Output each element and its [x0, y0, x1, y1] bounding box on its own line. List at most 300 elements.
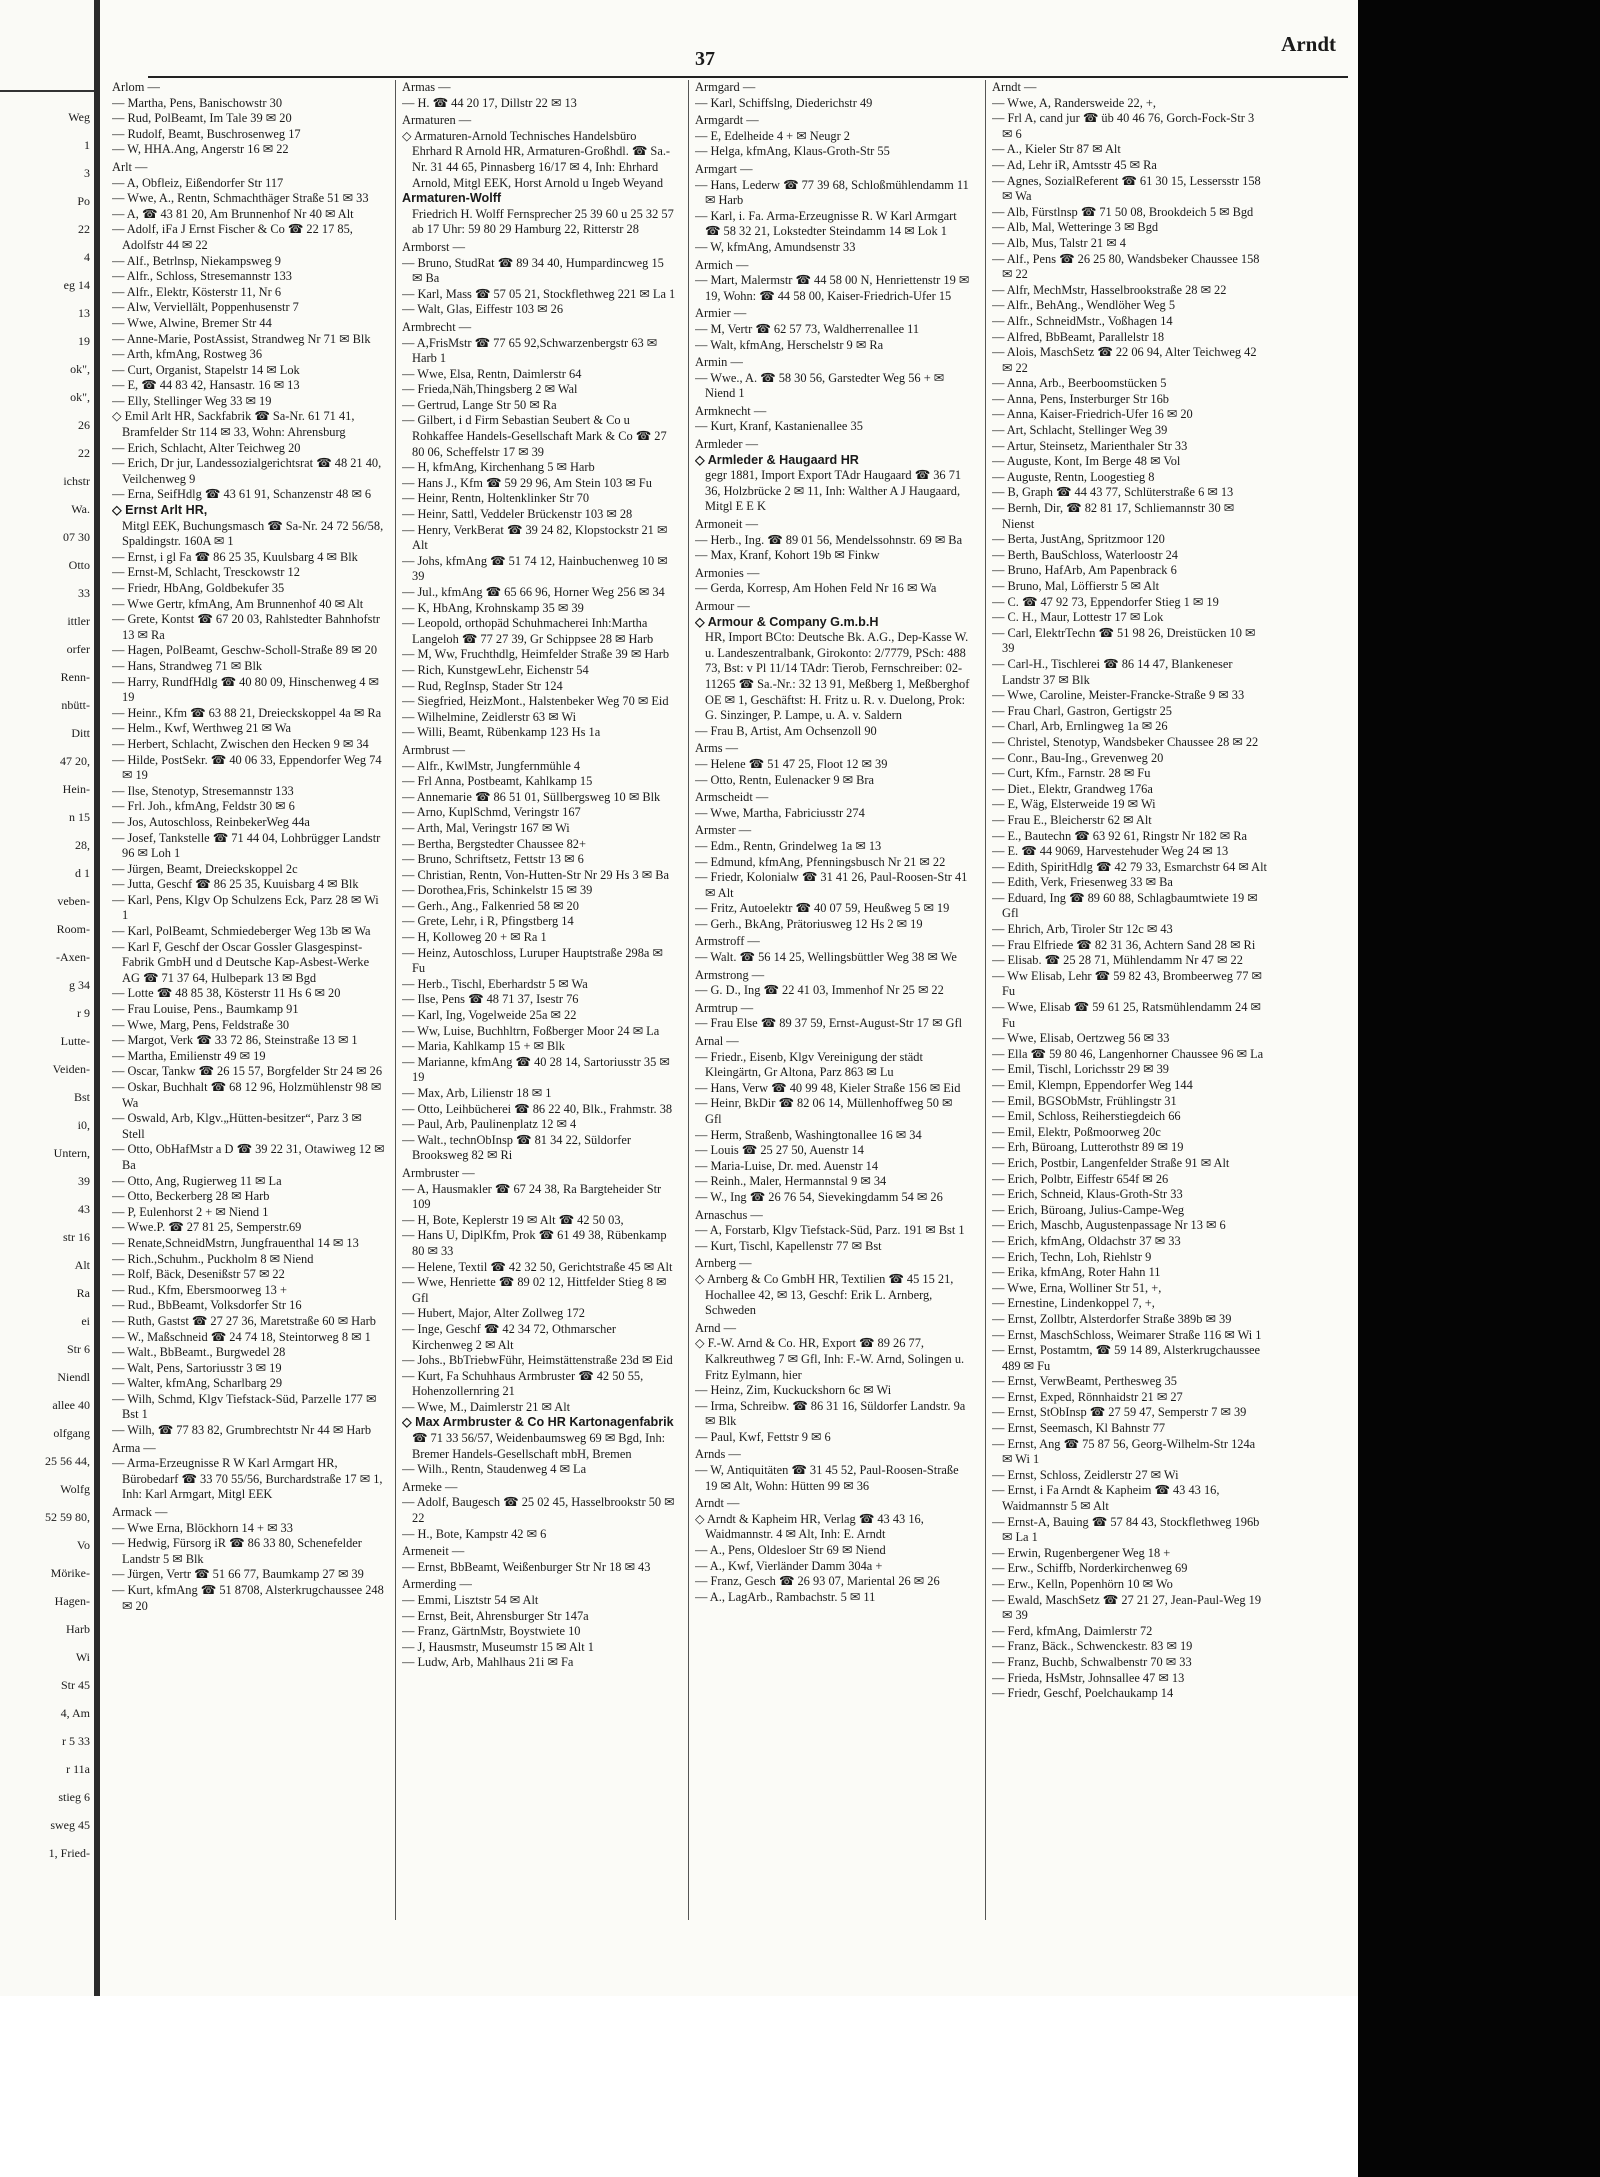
directory-entry: — Arno, KuplSchmd, Veringstr 167 — [402, 805, 581, 820]
column-3 — [695, 80, 970, 1975]
directory-entry: — Rich, KunstgewLehr, Eichenstr 54 — [402, 662, 589, 677]
directory-entry: — Christel, Stenotyp, Wandsbeker Chaussee 28 ✉ 22 — [992, 734, 1259, 749]
directory-entry: — Alois, MaschSetz ☎ 22 06 94, Alter Teichweg 42 ✉ 22 — [992, 345, 1257, 375]
directory-entry: — Wwe, Alwine, Bremer Str 44 — [112, 315, 272, 330]
directory-entry: — Ernst, i Fa Arndt & Kapheim ☎ 43 43 16, Waidmannstr 5 ✉ Alt — [992, 1483, 1220, 1514]
directory-entry: — Dorothea,Fris, Schinkelstr 15 ✉ 39 — [402, 883, 593, 898]
surname-heading: Arnds — — [695, 1447, 741, 1462]
directory-entry: — Ernst, BbBeamt, Weißenburger Str Nr 18 ✉ 43 — [402, 1559, 651, 1574]
directory-entry: — Friedr., Eisenb, Klgv Vereinigung der städt Kleingärtn, Gr Altona, Parz 863 ✉ Lu — [695, 1049, 923, 1080]
directory-entry: — Wwe.P. ☎ 27 81 25, Semperstr.69 — [112, 1220, 302, 1235]
directory-entry: — P, Eulenhorst 2 + ✉ Niend 1 — [112, 1204, 269, 1219]
directory-entry: — Heinz, Zim, Kuckuckshorn 6c ✉ Wi — [695, 1383, 892, 1398]
directory-entry: — Martha, Emilienstr 49 ✉ 19 — [112, 1048, 266, 1063]
directory-entry: — Hagen, PolBeamt, Geschw-Scholl-Straße 89 ✉ 20 — [112, 643, 378, 658]
directory-entry: — Fritz, Autoelektr ☎ 40 07 59, Heußweg 5 ✉ 19 — [695, 901, 950, 916]
column-1 — [112, 80, 387, 1975]
directory-entry: — Auguste, Rentn, Loogestieg 8 — [992, 469, 1155, 484]
directory-entry: — H. ☎ 44 20 17, Dillstr 22 ✉ 13 — [402, 95, 577, 110]
directory-entry: ◇ F.-W. Arnd & Co. HR, Export ☎ 89 26 77, Kalkreuthweg 7 ✉ Gfl, Inh: F.-W. Arnd, Solingen u. Fritz Eylmann, hier — [695, 1336, 965, 1382]
directory-entry: — Franz, Buchb, Schwalbenstr 70 ✉ 33 — [992, 1654, 1192, 1669]
surname-heading: Arnberg — — [695, 1256, 752, 1271]
directory-entry: — Karl, i. Fa. Arma-Erzeugnisse R. W Karl Armgart ☎ 58 32 21, Lokstedter Steindamm 14 ✉ Lok 1 — [695, 208, 957, 239]
directory-entry: — Paul, Kwf, Fettstr 9 ✉ 6 — [695, 1429, 831, 1444]
directory-entry: — Gerda, Korresp, Am Hohen Feld Nr 16 ✉ Wa — [695, 581, 937, 596]
directory-entry: — Frau Else ☎ 89 37 59, Ernst-August-Str 17 ✉ Gfl — [695, 1016, 963, 1031]
directory-entry: — Emil, Elektr, Poßmoorweg 20c — [992, 1124, 1161, 1139]
previous-page-fragment: Niendl — [57, 1370, 90, 1384]
directory-entry: — Carl, ElektrTechn ☎ 51 98 26, Dreistücken 10 ✉ 39 — [992, 625, 1256, 656]
directory-entry: — Johs, kfmAng ☎ 51 74 12, Hainbuchenweg 10 ✉ 39 — [402, 553, 668, 584]
directory-entry: — Anna, Arb., Beerboomstücken 5 — [992, 376, 1167, 391]
previous-page-fragment: Wa. — [71, 502, 90, 516]
firm-entry: ◇ Armour & Company G.m.b.H — [695, 614, 879, 629]
previous-page-fragment: 26 — [78, 418, 90, 432]
directory-entry: — Heinr, BkDir ☎ 82 06 14, Müllenhoffweg 50 ✉ Gfl — [695, 1096, 953, 1126]
directory-entry: — Maria, Kahlkamp 15 + ✉ Blk — [402, 1039, 565, 1054]
directory-entry: — Ella ☎ 59 80 46, Langenhorner Chaussee 96 ✉ La — [992, 1046, 1264, 1061]
previous-page-rule — [0, 90, 94, 92]
directory-entry: — G. D., Ing ☎ 22 41 03, Immenhof Nr 25 ✉ 22 — [695, 983, 944, 998]
directory-entry: — Frl Anna, Postbeamt, Kahlkamp 15 — [402, 774, 593, 789]
directory-entry: — E, Wäg, Elsterweide 19 ✉ Wi — [992, 797, 1156, 812]
directory-entry: — Erna, SeifHdlg ☎ 43 61 91, Schanzenstr 48 ✉ 6 — [112, 487, 372, 502]
directory-entry: — Alfr., Elektr, Kösterstr 11, Nr 6 — [112, 284, 282, 299]
surname-heading: Armour — — [695, 599, 750, 613]
surname-heading: Armster — — [695, 823, 752, 838]
directory-entry: Armas — — [402, 80, 451, 94]
directory-entry: — Frau B, Artist, Am Ochsenzoll 90 — [695, 723, 877, 738]
directory-entry: — Inge, Geschf ☎ 42 34 72, Othmarscher Kirchenweg 2 ✉ Alt — [402, 1321, 616, 1352]
directory-entry: — Walt., technObInsp ☎ 81 34 22, Süldorfer Brooksweg 82 ✉ Ri — [402, 1132, 631, 1163]
previous-page-fragment: 3 — [84, 166, 90, 180]
directory-entry: — Bertha, Bergstedter Chaussee 82+ — [402, 836, 586, 851]
directory-entry: — Frau Louise, Pens., Baumkamp 91 — [112, 1002, 299, 1017]
directory-entry: — Frau Elfriede ☎ 82 31 36, Achtern Sand 28 ✉ Ri — [992, 937, 1256, 952]
previous-page-fragment: Vo — [76, 1538, 90, 1552]
column-4 — [992, 80, 1267, 1975]
directory-entry: — Bernh, Dir, ☎ 82 81 17, Schliemannstr 30 ✉ Nienst — [992, 501, 1235, 531]
directory-entry: — Willi, Beamt, Rübenkamp 123 Hs 1a — [402, 725, 601, 740]
directory-entry: — Erw., Kelln, Popenhörn 10 ✉ Wo — [992, 1577, 1173, 1591]
directory-entry: — Conr., Bau-Ing., Grevenweg 20 — [992, 750, 1164, 765]
directory-entry: — Jul., kfmAng ☎ 65 66 96, Horner Weg 256 ✉ 34 — [402, 585, 665, 599]
directory-entry: — Hans U, DiplKfm, Prok ☎ 61 49 38, Rübenkamp 80 ✉ 33 — [402, 1228, 667, 1258]
directory-entry: — Herm, Straßenb, Washingtonallee 16 ✉ 34 — [695, 1127, 922, 1142]
directory-entry: — Herb., Tischl, Eberhardstr 5 ✉ Wa — [402, 976, 588, 991]
directory-entry: — Anna, Kaiser-Friedrich-Ufer 16 ✉ 20 — [992, 407, 1193, 422]
directory-entry: — Ernst, i gl Fa ☎ 86 25 35, Kuulsbarg 4 ✉ Blk — [112, 549, 358, 564]
directory-entry: — Emil, Schloss, Reiherstiegdeich 66 — [992, 1109, 1181, 1124]
directory-entry: — Helene ☎ 51 47 25, Floot 12 ✉ 39 — [695, 756, 888, 771]
previous-page-fragment: 22 — [78, 446, 90, 460]
directory-entry: — Wwe, Elsa, Rentn, Daimlerstr 64 — [402, 366, 582, 381]
previous-page-fragment: 33 — [78, 586, 90, 600]
directory-entry: — Hans, Lederw ☎ 77 39 68, Schloßmühlendamm 11 ✉ Harb — [695, 177, 969, 208]
directory-entry: — Martha, Pens, Banischowstr 30 — [112, 95, 283, 110]
directory-entry: — Wwe, Caroline, Meister-Francke-Straße 9 ✉ 33 — [992, 688, 1245, 703]
directory-entry: — Ludw, Arb, Mahlhaus 21i ✉ Fa — [402, 1655, 574, 1670]
directory-entry: — Elly, Stellinger Weg 33 ✉ 19 — [112, 393, 272, 408]
directory-entry: — Bruno, Schriftsetz, Fettstr 13 ✉ 6 — [402, 852, 584, 867]
surname-heading: Arnaschus — — [695, 1207, 763, 1222]
directory-entry: — Emil, Klempn, Eppendorfer Weg 144 — [992, 1078, 1193, 1092]
directory-entry: — Art, Schlacht, Stellinger Weg 39 — [992, 423, 1168, 438]
surname-heading: Armstroff — — [695, 934, 760, 949]
previous-page-fragment: Renn- — [60, 670, 90, 684]
directory-entry: — Gerh., BkAng, Prätoriusweg 12 Hs 2 ✉ 19 — [695, 916, 923, 931]
surname-heading: Arlt — — [112, 159, 148, 174]
directory-entry: — Ernst, Zollbtr, Alsterdorfer Straße 389b ✉ 39 — [992, 1311, 1232, 1326]
directory-entry: — Arth, Mal, Veringstr 167 ✉ Wi — [402, 820, 570, 835]
directory-entry: ◇ Arnberg & Co GmbH HR, Textilien ☎ 45 15 21, Hochallee 42, ✉ 13, Geschf: Erik L. Arnberg, Schweden — [695, 1271, 954, 1318]
directory-entry: — Emmi, Lisztstr 54 ✉ Alt — [402, 1593, 539, 1607]
directory-entry: — Karl, Mass ☎ 57 05 21, Stockflethweg 221 ✉ La 1 — [402, 286, 676, 301]
previous-page-fragment: 4, Am — [60, 1706, 90, 1720]
scan-dark-background — [1358, 0, 1600, 2177]
surname-heading: Armstrong — — [695, 967, 765, 982]
directory-entry: — Alf., Pens ☎ 26 25 80, Wandsbeker Chaussee 158 ✉ 22 — [992, 251, 1260, 282]
previous-page-fragment: stieg 6 — [58, 1790, 90, 1804]
directory-entry: — W., Maßschneid ☎ 24 74 18, Steintorweg 8 ✉ 1 — [112, 1329, 371, 1344]
directory-entry: — Rud., BbBeamt, Volksdorfer Str 16 — [112, 1298, 302, 1313]
surname-heading: Armoneit — — [695, 517, 758, 532]
directory-entry: — Ernst, Exped, Rönnhaidstr 21 ✉ 27 — [992, 1389, 1183, 1404]
directory-entry: — Ernst, Ang ☎ 75 87 56, Georg-Wilhelm-Str 124a ✉ Wi 1 — [992, 1436, 1256, 1467]
firm-entry: ◇ Ernst Arlt HR, — [112, 503, 208, 518]
directory-entry: — Walt, Glas, Eiffestr 103 ✉ 26 — [402, 302, 564, 317]
directory-entry: — Frieda,Näh,Thingsberg 2 ✉ Wal — [402, 382, 578, 397]
directory-entry: — Hilde, PostSekr. ☎ 40 06 33, Eppendorfer Weg 74 ✉ 19 — [112, 752, 382, 783]
directory-entry: — Alfred, BbBeamt, Parallelstr 18 — [992, 329, 1165, 344]
previous-page-fragment: 25 56 44, — [45, 1454, 90, 1468]
firm-entry: ◇ Armleder & Haugaard HR — [695, 452, 859, 467]
surname-heading: Armeneit — — [402, 1544, 465, 1559]
directory-entry: — Karl F, Geschf der Oscar Gossler Glasgespinst-Fabrik GmbH und d Deutsche Kap-Asbest-Werke AG ☎ 71 37 64, Hulbepark 13 ✉ Bgd — [112, 939, 370, 985]
directory-entry: — Helm., Kwf, Werthweg 21 ✉ Wa — [112, 721, 291, 736]
directory-entry: — Heinr., Kfm ☎ 63 88 21, Dreieckskoppel 4a ✉ Ra — [112, 705, 382, 720]
previous-page-fragment: Str 45 — [60, 1678, 90, 1692]
running-header: Arndt — [1281, 32, 1336, 56]
directory-entry: — Oskar, Buchhalt ☎ 68 12 96, Holzmühlenstr 98 ✉ Wa — [112, 1080, 382, 1110]
directory-entry: — M, Ww, Fruchthdlg, Heimfelder Straße 39 ✉ Harb — [402, 647, 670, 662]
directory-entry: — A, Obfleiz, Eißendorfer Str 117 — [112, 175, 284, 190]
directory-entry: — Erich, Schneid, Klaus-Groth-Str 33 — [992, 1187, 1183, 1202]
previous-page-fragment: 1 — [84, 138, 90, 152]
directory-entry: — Erich, kfmAng, Oldachstr 37 ✉ 33 — [992, 1233, 1181, 1248]
directory-entry: — C. H., Maur, Lottestr 17 ✉ Lok — [992, 610, 1164, 625]
directory-entry: Arndt — — [992, 80, 1037, 94]
directory-entry: — Frau Charl, Gastron, Gertigstr 25 — [992, 703, 1172, 718]
directory-entry: — Marianne, kfmAng ☎ 40 28 14, Sartoriusstr 35 ✉ 19 — [402, 1054, 670, 1085]
directory-entry: — Kurt, Kranf, Kastanienallee 35 — [695, 419, 863, 434]
directory-entry: — Helga, kfmAng, Klaus-Groth-Str 55 — [695, 144, 890, 159]
directory-entry: — Edmund, kfmAng, Pfenningsbusch Nr 21 ✉ 22 — [695, 854, 946, 869]
directory-entry: — Jos, Autoschloss, ReinbekerWeg 44a — [112, 814, 310, 829]
directory-entry: — Jutta, Geschf ☎ 86 25 35, Kuuisbarg 4 ✉ Blk — [112, 877, 359, 892]
column-divider — [395, 80, 396, 1920]
directory-entry: — A., LagArb., Rambachstr. 5 ✉ 11 — [695, 1589, 876, 1604]
header-rule — [148, 76, 1348, 78]
directory-entry: — Irma, Schreibw. ☎ 86 31 16, Süldorfer Landstr. 9a ✉ Blk — [695, 1398, 966, 1429]
directory-entry: — E, ☎ 44 83 42, Hansastr. 16 ✉ 13 — [112, 378, 300, 393]
directory-entry: — Johs., BbTriebwFühr, Heimstättenstraße 23d ✉ Eid — [402, 1353, 673, 1368]
directory-entry: — Wwe, Henriette ☎ 89 02 12, Hittfelder Stieg 8 ✉ Gfl — [402, 1275, 667, 1305]
directory-entry: — Herb., Ing. ☎ 89 01 56, Mendelssohnstr. 69 ✉ Ba — [695, 532, 963, 547]
directory-entry: — K, HbAng, Krohnskamp 35 ✉ 39 — [402, 600, 584, 615]
directory-entry: — Gertrud, Lange Str 50 ✉ Ra — [402, 397, 557, 412]
surname-heading: Armleder — — [695, 437, 758, 452]
directory-entry: — Erich, Maschb, Augustenpassage Nr 13 ✉ 6 — [992, 1218, 1226, 1233]
directory-entry: — Frieda, HsMstr, Johnsallee 47 ✉ 13 — [992, 1670, 1185, 1685]
previous-page-fragment: Hein- — [62, 782, 90, 796]
previous-page-fragment: Veiden- — [52, 1062, 90, 1076]
surname-heading: Arma — — [112, 1440, 156, 1455]
surname-heading: Armaturen — — [402, 113, 472, 128]
directory-entry: — E, Edelheide 4 + ✉ Neugr 2 — [695, 128, 851, 143]
previous-page-fragment: Bst — [73, 1090, 90, 1104]
previous-page-fragment: allee 40 — [52, 1398, 90, 1412]
directory-entry: — Hans, Verw ☎ 40 99 48, Kieler Straße 156 ✉ Eid — [695, 1080, 961, 1095]
directory-entry: — Ww, Luise, Buchhltrn, Foßberger Moor 24 ✉ La — [402, 1023, 660, 1038]
directory-entry: — Karl, Pens, Klgv Op Schulzens Eck, Parz 28 ✉ Wi 1 — [112, 892, 379, 923]
directory-entry: — Karl, PolBeamt, Schmiedeberger Weg 13b ✉ Wa — [112, 924, 371, 939]
directory-entry: — Erich, Polbtr, Eiffestr 654f ✉ 26 — [992, 1171, 1169, 1186]
firm-entry: Armaturen-Wolff — [402, 191, 502, 206]
previous-page-fragment: 39 — [78, 1174, 90, 1188]
directory-entry: — Kurt, kfmAng ☎ 51 8708, Alsterkrugchaussee 248 ✉ 20 — [112, 1583, 384, 1613]
directory-entry: — Ewald, MaschSetz ☎ 27 21 27, Jean-Paul-Weg 19 ✉ 39 — [992, 1592, 1262, 1623]
surname-heading: Arms — — [695, 741, 739, 756]
directory-entry: — Josef, Tankstelle ☎ 71 44 04, Lohbrügger Landstr 96 ✉ Loh 1 — [112, 830, 381, 861]
previous-page-fragment: 52 59 80, — [45, 1510, 90, 1524]
directory-entry: — Anna, Pens, Insterburger Str 16b — [992, 391, 1170, 406]
directory-entry: — Alb, Mal, Wetteringe 3 ✉ Bgd — [992, 220, 1159, 235]
previous-page-fragment: g 34 — [69, 978, 90, 992]
directory-entry: — Alfr., Schloss, Stresemannstr 133 — [112, 269, 293, 284]
directory-entry: — Frl A, cand jur ☎ üb 40 46 76, Gorch-Fock-Str 3 ✉ 6 — [992, 111, 1255, 141]
directory-entry: — A, Forstarb, Klgv Tiefstack-Süd, Parz. 191 ✉ Bst 1 — [695, 1223, 965, 1238]
previous-page-fragment: 4 — [84, 250, 90, 264]
directory-entry: — Bruno, StudRat ☎ 89 34 40, Humpardincweg 15 ✉ Ba — [402, 255, 664, 286]
surname-heading: Armgart — — [695, 161, 753, 176]
directory-entry: — Adolf, Baugesch ☎ 25 02 45, Hasselbrookstr 50 ✉ 22 — [402, 1495, 675, 1526]
directory-entry: — Erwin, Rugenbergener Weg 18 + — [992, 1545, 1171, 1560]
directory-entry: — Emil, BGSObMstr, Frühlingstr 31 — [992, 1093, 1177, 1108]
directory-entry: — Ferd, kfmAng, Daimlerstr 72 — [992, 1623, 1153, 1638]
directory-entry: — Oswald, Arb, Klgv.„Hütten-besitzer“, Parz 3 ✉ Stell — [112, 1111, 362, 1141]
directory-entry: — Kurt, Tischl, Kapellenstr 77 ✉ Bst — [695, 1238, 882, 1253]
directory-entry: — Anne-Marie, PostAssist, Strandweg Nr 71 ✉ Blk — [112, 331, 371, 346]
directory-entry: gegr 1881, Import Export TAdr Haugaard ☎ 36 71 36, Holzbrücke 2 ✉ 11, Inh: Walther A J Haugaard, Mitgl E E K — [705, 468, 962, 514]
directory-entry: — Otto, Ang, Rugierweg 11 ✉ La — [112, 1173, 282, 1188]
directory-entry: — B, Graph ☎ 44 43 77, Schlüterstraße 6 ✉ 13 — [992, 485, 1234, 500]
surname-heading: Armscheidt — — [695, 790, 769, 805]
directory-entry: — Auguste, Kont, Im Berge 48 ✉ Vol — [992, 454, 1181, 469]
directory-entry: — Edith, Verk, Friesenweg 33 ✉ Ba — [992, 875, 1173, 890]
previous-page-fragment: r 9 — [77, 1006, 90, 1020]
previous-page-fragment: Otto — [68, 558, 90, 572]
directory-entry: — Alfr., KwlMstr, Jungfernmühle 4 — [402, 758, 581, 773]
directory-page — [100, 0, 1358, 1996]
directory-entry: — Herbert, Schlacht, Zwischen den Hecken 9 ✉ 34 — [112, 736, 369, 751]
previous-page-fragment: Wolfg — [60, 1482, 90, 1496]
directory-entry: — Gerh., Ang., Falkenried 58 ✉ 20 — [402, 898, 579, 913]
previous-page-fragment: ichstr — [63, 474, 90, 488]
directory-entry: — A., Kwf, Vierländer Damm 304a + — [695, 1558, 883, 1573]
previous-page-fragment: 22 — [78, 222, 90, 236]
surname-heading: Armack — — [112, 1505, 168, 1520]
previous-page-fragment: ittler — [67, 614, 90, 628]
directory-entry: — Jürgen, Vertr ☎ 51 66 77, Baumkamp 27 ✉ 39 — [112, 1567, 364, 1582]
directory-entry: — Emil, Tischl, Lorichsstr 29 ✉ 39 — [992, 1062, 1169, 1077]
previous-page-fragment: ei — [81, 1314, 90, 1328]
directory-entry: — Wwe, A, Randersweide 22, +, — [992, 95, 1157, 110]
surname-heading: Armbrust — — [402, 742, 465, 757]
directory-entry: — Erika, kfmAng, Roter Hahn 11 — [992, 1265, 1161, 1280]
previous-page-fragment: 13 — [78, 306, 90, 320]
directory-entry: — W, Antiquitäten ☎ 31 45 52, Paul-Roosen-Straße 19 ✉ Alt, Wohn: Hütten 99 ✉ 36 — [695, 1463, 959, 1493]
directory-entry: — Alw, Verviellält, Poppenhusenstr 7 — [112, 300, 299, 315]
previous-page-fragment: orfer — [66, 642, 90, 656]
previous-page-fragment: Po — [77, 194, 90, 208]
directory-entry: — M, Vertr ☎ 62 57 73, Waldherrenallee 11 — [695, 321, 920, 336]
directory-entry: — Erich, Postbir, Langenfelder Straße 91 ✉ Alt — [992, 1155, 1230, 1170]
directory-entry: — Wilh, Schmd, Klgv Tiefstack-Süd, Parzelle 177 ✉ Bst 1 — [112, 1391, 377, 1422]
directory-entry: — J, Hausmstr, Museumstr 15 ✉ Alt 1 — [402, 1639, 594, 1654]
directory-entry: — Max, Kranf, Kohort 19b ✉ Finkw — [695, 548, 880, 563]
directory-entry: — Walt., BbBeamt., Burgwedel 28 — [112, 1345, 286, 1360]
previous-page-fragment: str 16 — [63, 1230, 90, 1244]
directory-entry: — Karl, Schiffslng, Diederichstr 49 — [695, 95, 873, 110]
directory-entry: — Wwe, Martha, Fabriciusstr 274 — [695, 805, 865, 820]
directory-entry: — A., Pens, Oldesloer Str 69 ✉ Niend — [695, 1543, 886, 1558]
directory-entry: — Rud., Kfm, Ebersmoorweg 13 + — [112, 1282, 287, 1297]
directory-entry: — Ernestine, Lindenkoppel 7, +, — [992, 1296, 1155, 1311]
previous-page-fragment: Str 6 — [66, 1342, 90, 1356]
directory-entry: — Alb, Fürstlnsp ☎ 71 50 08, Brookdeich 5 ✉ Bgd — [992, 204, 1254, 219]
previous-page-fragment: r 11a — [66, 1762, 90, 1776]
previous-page-fragment: Harb — [66, 1622, 90, 1636]
previous-page-fragment: i0, — [77, 1118, 90, 1132]
previous-page-fragment: n 15 — [69, 810, 90, 824]
surname-heading: Armbrecht — — [402, 319, 472, 334]
directory-entry: Armgard — — [695, 80, 756, 94]
directory-entry: — A, ☎ 43 81 20, Am Brunnenhof Nr 40 ✉ Alt — [112, 206, 354, 221]
directory-entry: — Friedr, Kolonialw ☎ 31 41 26, Paul-Roosen-Str 41 ✉ Alt — [695, 870, 968, 900]
directory-entry: — Louis ☎ 25 27 50, Auenstr 14 — [695, 1143, 864, 1158]
previous-page-fragment: Untern, — [53, 1146, 90, 1160]
previous-page-fragment: 19 — [78, 334, 90, 348]
directory-entry: HR, Import BCto: Deutsche Bk. A.G., Dep-Kasse W. u. Landeszentralbank, Girokonto: 2/7779, PSch: 488 73, Bst: v Pl 11/14 TAdr: Tierob, Fernschreiber: 02-11265 ☎ Sa.-Nr.: 32 13 91, Meßberg 1, Meßberghof OE ✉ 1, Geschäftst: H. Fritz u. R. v. Duelong, Prok: G. Sinzinger, P. Lampe, u. A. v. Saldern — [705, 630, 970, 723]
surname-heading: Armtrup — — [695, 1000, 754, 1015]
directory-entry: — Erh, Büroang, Lutterothstr 89 ✉ 19 — [992, 1140, 1184, 1155]
previous-page-fragment: Wi — [75, 1650, 90, 1664]
directory-entry: — Grete, Kontst ☎ 67 20 03, Rahlstedter Bahnhofstr 13 ✉ Ra — [112, 612, 381, 642]
directory-entry: — Eduard, Ing ☎ 89 60 88, Schlagbaumtwiete 19 ✉ Gfl — [992, 890, 1258, 921]
previous-page-fragment: eg 14 — [63, 278, 90, 292]
previous-page-fragment: veben- — [57, 894, 90, 908]
directory-entry: — Erich, Techn, Loh, Riehlstr 9 — [992, 1249, 1152, 1264]
surname-heading: Armier — — [695, 306, 747, 321]
directory-entry: — Franz, Gesch ☎ 26 93 07, Mariental 26 ✉ 26 — [695, 1574, 940, 1589]
directory-entry: — Otto, Leihbücherei ☎ 86 22 40, Blk., Frahmstr. 38 — [402, 1101, 673, 1116]
previous-page-fragment: Alt — [74, 1258, 90, 1272]
directory-entry: — H, Kolloweg 20 + ✉ Ra 1 — [402, 930, 547, 945]
surname-heading: Armbruster — — [402, 1165, 475, 1180]
previous-page-fragment: 43 — [78, 1202, 90, 1216]
directory-entry: — Wwe., A. ☎ 58 30 56, Garstedter Weg 56 + ✉ Niend 1 — [695, 370, 945, 401]
surname-heading: Arndt — — [695, 1496, 740, 1511]
directory-entry: — A., Kieler Str 87 ✉ Alt — [992, 142, 1121, 157]
directory-entry: — Alfr., BehAng., Wendlöher Weg 5 — [992, 298, 1176, 313]
previous-page-fragment: Lutte- — [60, 1034, 90, 1048]
directory-entry: — Walt. ☎ 56 14 25, Wellingsbüttler Weg 38 ✉ We — [695, 950, 957, 965]
directory-entry: — Franz, Bäck., Schwenckestr. 83 ✉ 19 — [992, 1639, 1193, 1654]
directory-entry: — Otto, Rentn, Eulenacker 9 ✉ Bra — [695, 772, 874, 787]
directory-entry: — Ernst, StObInsp ☎ 27 59 47, Semperstr 7 ✉ 39 — [992, 1405, 1247, 1420]
directory-entry: — Ernst-M, Schlacht, Tresckowstr 12 — [112, 565, 300, 580]
directory-entry: — Wwe, Marg, Pens, Feldstraße 30 — [112, 1017, 290, 1032]
directory-entry: ◇ Arndt & Kapheim HR, Verlag ☎ 43 43 16, Waidmannstr. 4 ✉ Alt, Inh: E. Arndt — [695, 1511, 924, 1542]
previous-page-fragment: 1, Fried- — [48, 1846, 90, 1860]
directory-entry: — Ruth, Gastst ☎ 27 27 36, Maretstraße 60 ✉ Harb — [112, 1313, 376, 1328]
surname-heading: Armeke — — [402, 1479, 458, 1494]
directory-entry: — Erich, Schlacht, Alter Teichweg 20 — [112, 440, 301, 455]
directory-entry: — Walt, kfmAng, Herschelstr 9 ✉ Ra — [695, 337, 884, 352]
directory-entry: — Ernst, MaschSchloss, Weimarer Straße 116 ✉ Wi 1 — [992, 1327, 1262, 1342]
directory-entry: — Ernst, Seemasch, Kl Bahnstr 77 — [992, 1421, 1166, 1436]
directory-entry: — Friedr, Geschf, Poelchaukamp 14 — [992, 1686, 1174, 1701]
directory-entry: — Wwe, Erna, Wolliner Str 51, +, — [992, 1280, 1162, 1295]
directory-entry: — Max, Arb, Lilienstr 18 ✉ 1 — [402, 1086, 552, 1100]
previous-page-fragment: 28, — [75, 838, 90, 852]
column-divider — [985, 80, 986, 1920]
previous-page-fragment: Room- — [56, 922, 90, 936]
directory-entry: — E. ☎ 44 9069, Harvestehuder Weg 24 ✉ 13 — [992, 844, 1229, 859]
surname-heading: Armich — — [695, 257, 749, 272]
directory-entry: — Kurt, Fa Schuhhaus Armbruster ☎ 42 50 55, Hohenzollernring 21 — [402, 1368, 644, 1399]
directory-entry: — Leopold, orthopäd Schuhmacherei Inh:Martha Langeloh ☎ 77 27 39, Gr Schippsee 28 ✉ Harb — [402, 616, 654, 646]
directory-entry: — Karl, Ing, Vogelweide 25a ✉ 22 — [402, 1008, 577, 1023]
directory-entry: — Ernst-A, Bauing ☎ 57 84 43, Stockflethweg 196b ✉ La 1 — [992, 1514, 1260, 1545]
previous-page-fragment: nbütt- — [61, 698, 90, 712]
directory-entry: — Rud, PolBeamt, Im Tale 39 ✉ 20 — [112, 111, 292, 126]
directory-entry: — Alf., Betrlnsp, Niekampsweg 9 — [112, 253, 281, 268]
directory-entry: — Henry, VerkBerat ☎ 39 24 82, Klopstockstr 21 ✉ Alt — [402, 522, 668, 553]
directory-entry: — Carl-H., Tischlerei ☎ 86 14 47, Blankeneser Landstr 37 ✉ Blk — [992, 656, 1233, 687]
directory-entry: — Wwe, Elisab ☎ 59 61 25, Ratsmühlendamm 24 ✉ Fu — [992, 1000, 1261, 1030]
directory-entry: — Wilh, ☎ 77 83 82, Grumbrechtstr Nr 44 ✉ Harb — [112, 1423, 372, 1438]
directory-entry: — Grete, Lehr, i R, Pfingstberg 14 — [402, 914, 574, 929]
directory-entry: — Ernst, Schloss, Zeidlerstr 27 ✉ Wi — [992, 1467, 1179, 1482]
directory-entry: — Ww Elisab, Lehr ☎ 59 82 43, Brombeerweg 77 ✉ Fu — [992, 968, 1262, 999]
directory-entry: — Wwe Erna, Blöckhorn 14 + ✉ 33 — [112, 1520, 293, 1535]
previous-page-fragment: sweg 45 — [50, 1818, 90, 1832]
directory-entry: — H, Bote, Keplerstr 19 ✉ Alt ☎ 42 50 03, — [402, 1212, 624, 1227]
directory-entry: — Franz, GärtnMstr, Boystwiete 10 — [402, 1624, 581, 1639]
directory-entry: — Adolf, iFa J Ernst Fischer & Co ☎ 22 17 85, Adolfstr 44 ✉ 22 — [112, 222, 353, 252]
directory-entry: — Ilse, Pens ☎ 48 71 37, Isestr 76 — [402, 992, 579, 1007]
directory-entry: — Curt, Kfm., Farnstr. 28 ✉ Fu — [992, 766, 1151, 781]
surname-heading: Armborst — — [402, 239, 465, 254]
directory-entry: — Wwe Gertr, kfmAng, Am Brunnenhof 40 ✉ Alt — [112, 596, 364, 611]
directory-entry: — Margot, Verk ☎ 33 72 86, Steinstraße 13 ✉ 1 — [112, 1033, 358, 1048]
directory-entry: — H., Bote, Kampstr 42 ✉ 6 — [402, 1526, 547, 1541]
directory-entry: Mitgl EEK, Buchungsmasch ☎ Sa-Nr. 24 72 56/58, Spaldingstr. 160A ✉ 1 — [122, 518, 384, 549]
directory-entry: Friedrich H. Wolff Fernsprecher 25 39 60 u 25 32 57 ab 17 Uhr: 59 80 29 Hamburg 22, Ritterstr 28 — [412, 206, 674, 237]
directory-entry: ☎ 71 33 56/57, Weidenbaumsweg 69 ✉ Bgd, Inh: Bremer Handels-Gesellschaft mbH, Bremen — [412, 1431, 666, 1461]
